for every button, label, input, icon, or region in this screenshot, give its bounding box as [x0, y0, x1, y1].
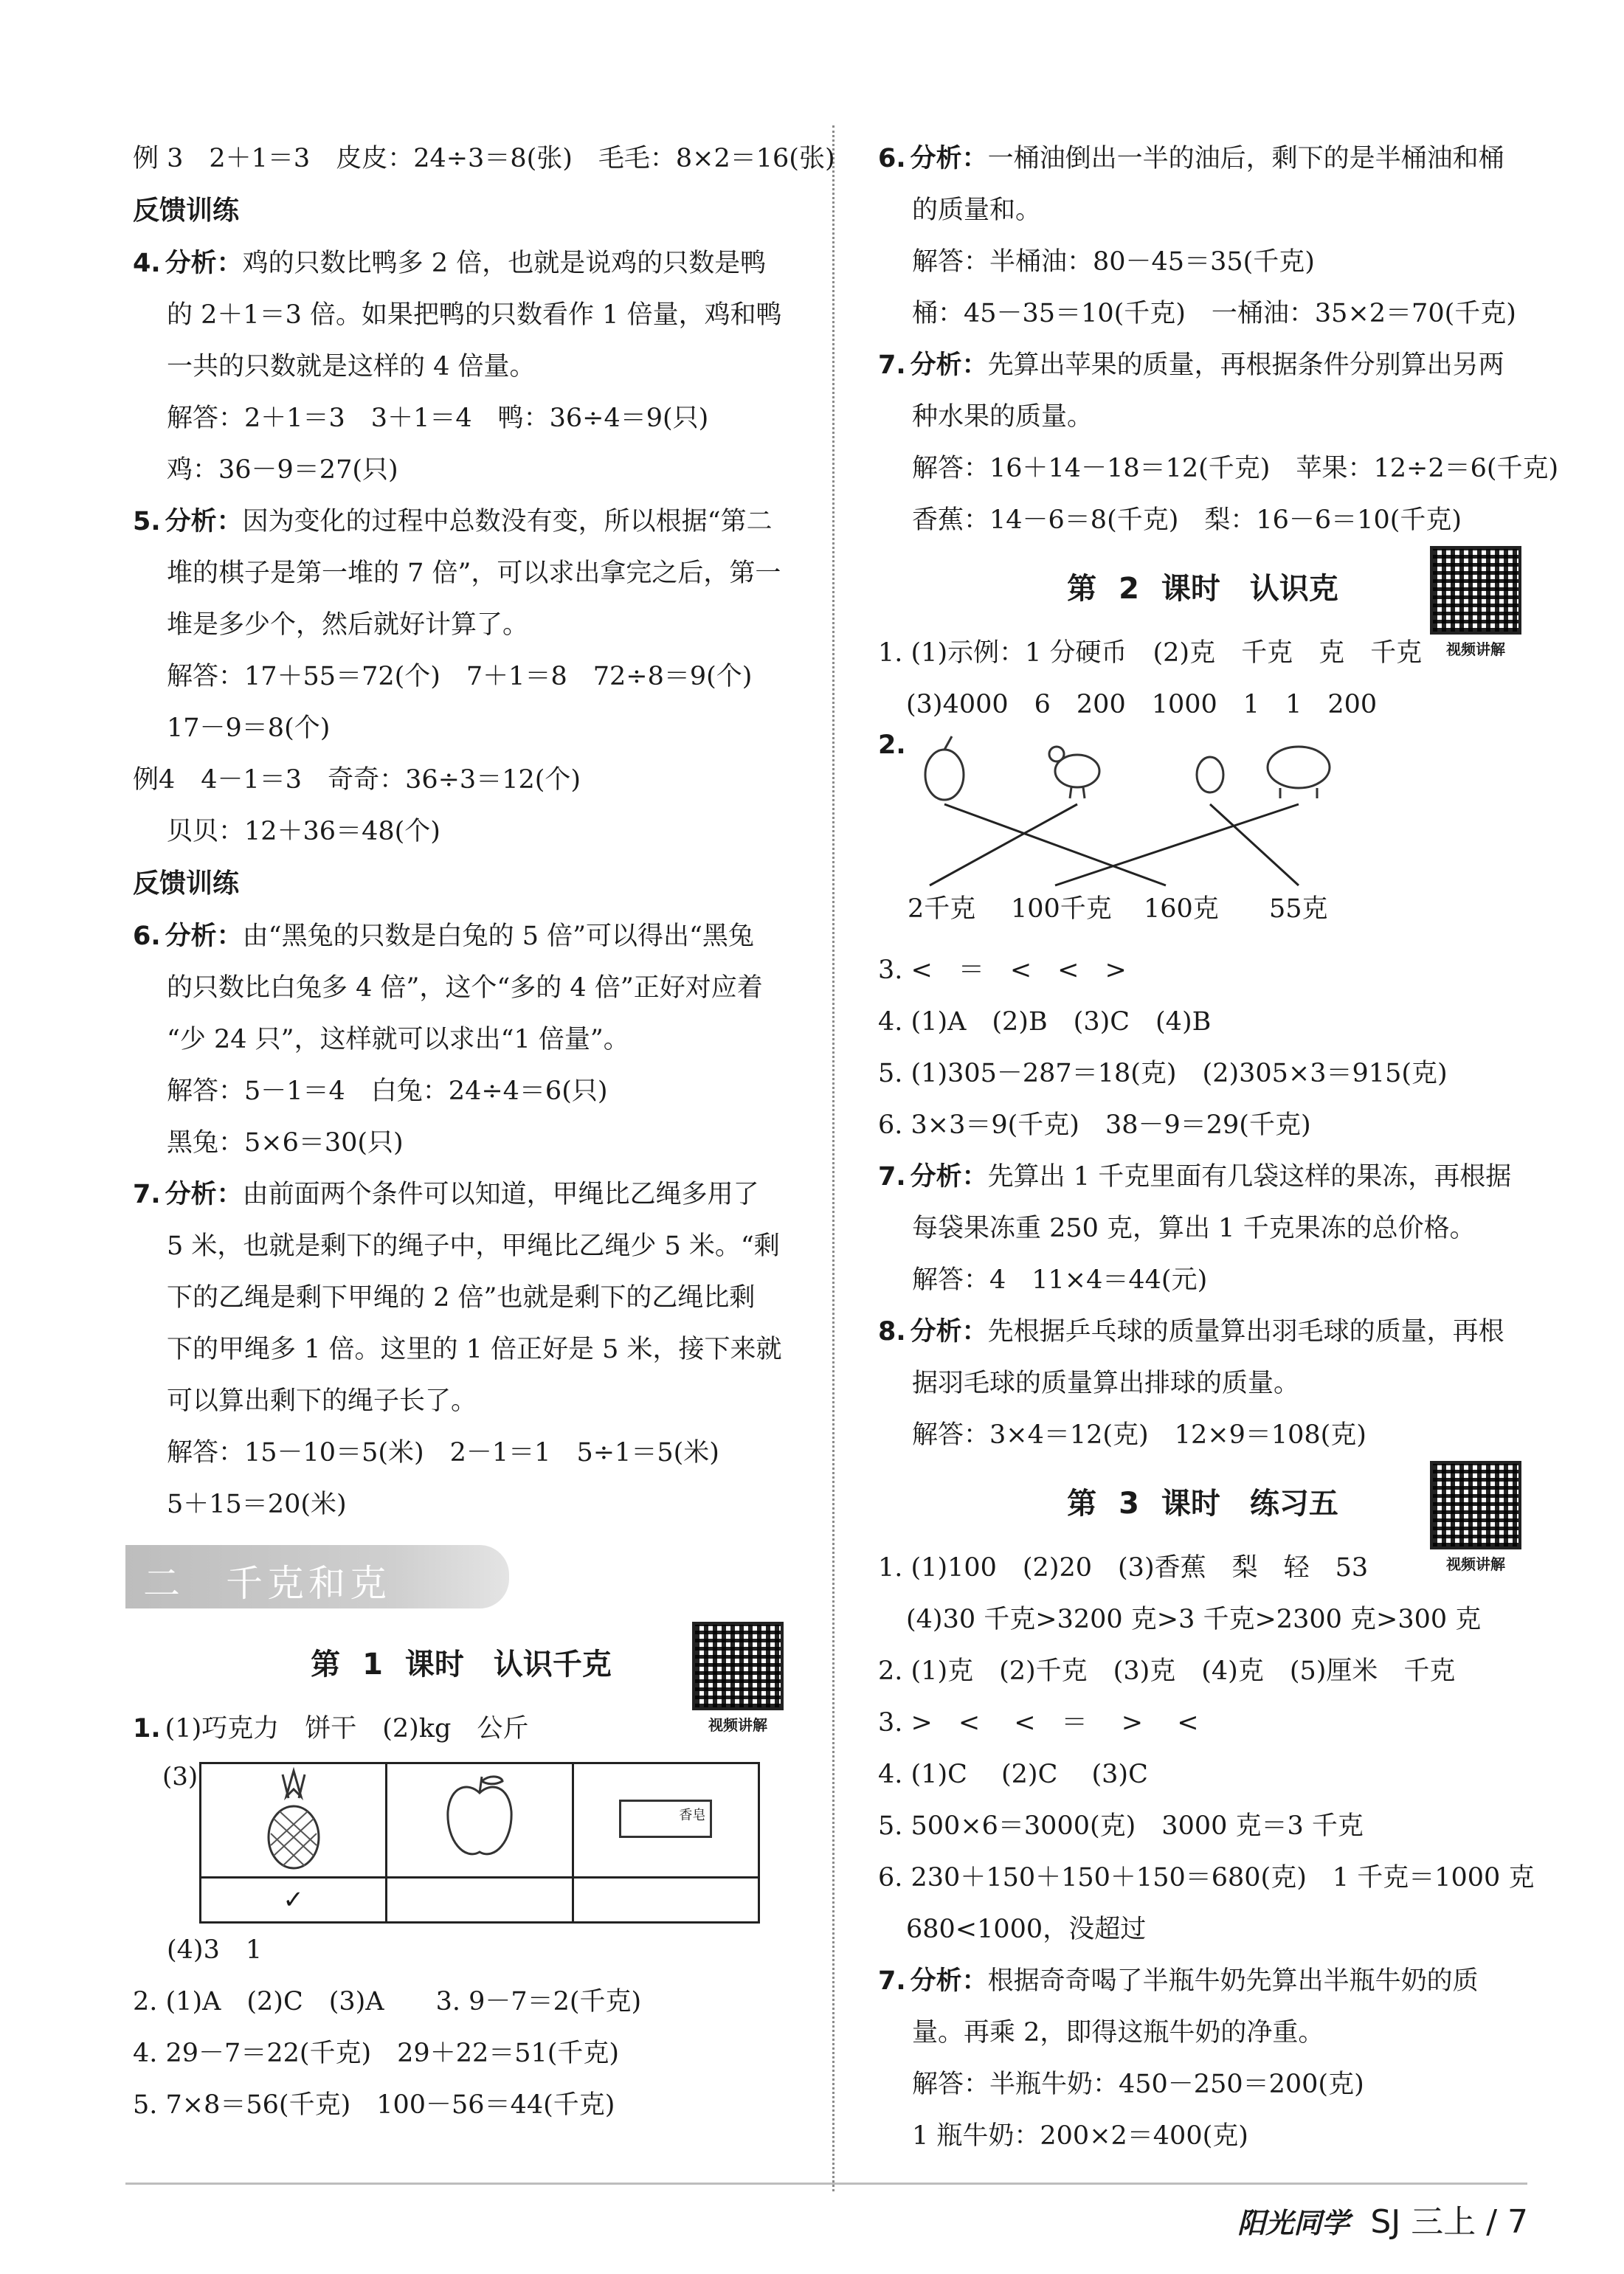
qr-code[interactable]: 视频讲解 — [1424, 1461, 1527, 1574]
lesson-1-header — [133, 1622, 789, 1734]
column-divider — [832, 125, 835, 2191]
footer-rule — [125, 2183, 1527, 2185]
pig-icon — [1268, 747, 1330, 798]
soap-icon: 香皂 — [619, 1800, 712, 1838]
apple-icon — [439, 1771, 520, 1867]
question-7-lesson3: 7. 分析：根据奇奇喝了半瓶牛奶先算出半瓶牛奶的质 量。再乘 2，即得这瓶牛奶的净重。 解答：半瓶牛奶：450－250＝200(克) 1 瓶牛奶：200×2＝400(克) — [878, 1966, 1479, 2151]
question-7-lesson2: 7. 分析：先算出 1 千克里面有几袋这样的果冻，再根据 每袋果冻重 250 克，算出 1 千克果冻的总价格。 解答：4 11×4＝44(元) — [878, 1162, 1512, 1295]
lesson-1-title: 第 1 课时 认识千克 — [311, 1648, 612, 1682]
apple-cell — [387, 1763, 573, 1878]
lesson-2-title: 第 2 课时 认识克 — [1067, 572, 1338, 606]
question-6-right: 6. 分析：一桶油倒出一半的油后，剩下的是半桶油和桶 的质量和。 解答：半桶油：80－45＝35(千克) 桶：45－35＝10(千克) 一桶油：35×2＝70(千克) — [878, 144, 1516, 328]
qr-code[interactable] — [686, 1622, 789, 1735]
qr-code-icon — [692, 1622, 784, 1710]
egg-icon — [1197, 757, 1223, 792]
qr-code-icon — [1430, 1461, 1521, 1549]
lesson-2-header — [878, 546, 1527, 658]
q-number: 4. — [133, 249, 161, 278]
example-4: 例4 4－1＝3 奇奇：36÷3＝12(个) 贝贝：12＋36＝48(个) — [133, 765, 581, 846]
page-footer — [1237, 2195, 1528, 2242]
page-label: SJ 三上 / 7 — [1370, 2203, 1528, 2241]
section-banner — [125, 1545, 509, 1608]
brand-logo: 阳光同学 — [1237, 2207, 1350, 2239]
weight-label: 55克 — [1269, 894, 1328, 924]
chicken-icon — [1049, 747, 1099, 798]
lesson-3-header — [878, 1461, 1527, 1573]
soap-cell — [573, 1763, 759, 1878]
feedback-title-2: 反馈训练 — [133, 868, 240, 899]
qr-code[interactable]: 视频讲解 — [1424, 546, 1527, 659]
lesson-3-title: 第 3 课时 练习五 — [1067, 1487, 1338, 1521]
feedback-title-1: 反馈训练 — [133, 196, 240, 226]
right-column: 6. 分析：一桶油倒出一半的油后，剩下的是半桶油和桶 的质量和。 解答：半桶油：80－45＝35(千克) 桶：45－35＝10(千克) 一桶油：35×2＝70(千克) 7. 分析：先算出苹果的质量，再根据条件分别算出另两 种水果的质量。 解答：16＋14－18＝12(千克) 苹果：12÷2＝6(千克) 香蕉：14－6＝8(千克) 梨：16－6＝10(千克) 第 2 课时 认识克 视频讲解 1. (1)示例：1 分硬币 (2)克 千克 克 千克 (3)4000 6 200 1000 1 1 200 2. 2千克 100千克 160克 55克 3. < ＝ < < > 4. (1)A (2)B (3)C (4)B 5. (1)305－287＝18(克) (2)305×3＝915(克) 6. 3×3＝9(千克) 38－9＝29(千克) 7. 分析：先算出 1 千克里面有几袋这样的果冻，再根据 每袋果冻重 250 克，算出 1 千克果冻的总价格。 解答：4 11×4＝44(元) 8. 分析：先根据乒乓球的质量算出羽毛球的质量，再根 据羽毛球的质量算出排球的质量。 解答：3×4＝12(克) 12×9＝108(克) 第 3 课时 练习五 视频讲解 1. (1)100 (2)20 (3)香蕉 梨 轻 53 (4)30 千克>3200 克>3 千克>2300 克>300 克 2. (1)克 (2)千克 (3)克 (4)克 (5)厘米 千克 3. > < < ＝ > < 4. (1)C (2)C (3)C 5. 500×6＝3000(克) 3000 克＝3 千克 6. 230＋150＋150＋150＝680(克) 1 千克＝1000 克 680<1000，没超过 7. 分析：根据奇奇喝了半瓶牛奶先算出半瓶牛奶的质 量。再乘 2，即得这瓶牛奶的净重。 解答：半瓶牛奶：450－250＝200(克) 1 瓶牛奶：200×2＝400(克) — [878, 133, 1527, 2162]
weight-label: 160克 — [1144, 894, 1219, 924]
section-title: 二 千克和克 — [143, 1562, 391, 1605]
check-mark: ✓ — [201, 1878, 387, 1923]
example-3: 例 3 2＋1＝3 皮皮：24÷3＝8(张) 毛毛：8×2＝16(张) — [133, 144, 835, 173]
pear-icon — [925, 736, 964, 800]
weight-choice-table: (3) 香皂 ✓ — [133, 1755, 789, 1924]
weight-label: 2千克 — [908, 894, 976, 924]
weight-label: 100千克 — [1011, 894, 1112, 924]
question-7: 7. 分析：由前面两个条件可以知道，甲绳比乙绳多用了 5 米，也就是剩下的绳子中，甲绳比乙绳少 5 米。“剩 下的乙绳是剩下甲绳的 2 倍”也就是剩下的乙绳比剩 下的甲绳多 1 倍。这里的 1 倍正好是 5 米，接下来就 可以算出剩下的绳子长了。 解答：15－10＝5(米) 2－1＝1 5÷1＝5(米) 5＋15＝20(米) — [133, 1180, 782, 1519]
match-line — [1210, 804, 1299, 885]
match-line — [1055, 804, 1299, 885]
left-column: 例 3 2＋1＝3 皮皮：24÷3＝8(张) 毛毛：8×2＝16(张) 反馈训练 4. 分析：鸡的只数比鸭多 2 倍，也就是说鸡的只数是鸭 的 2＋1＝3 倍。如果把鸭的只数看作 1 倍量，鸡和鸭 一共的只数就是这样的 4 倍量。 解答：2＋1＝3 3＋1＝4 鸭：36÷4＝9(只) 鸡：36－9＝27(只) 5. 分析：因为变化的过程中总数没有变，所以根据“第二 堆的棋子是第一堆的 7 倍”，可以求出拿完之后，第一 堆是多少个，然后就好计算了。 解答：17＋55＝72(个) 7＋1＝8 72÷8＝9(个) 17－9＝8(个) 例4 4－1＝3 奇奇：36÷3＝12(个) 贝贝：12＋36＝48(个) 反馈训练 6. 分析：由“黑兔的只数是白兔的 5 倍”可以得出“黑兔 的只数比白兔多 4 倍”，这个“多的 4 倍”正好对应着 “少 24 只”，这样就可以求出“1 倍量”。 解答：5－1＝4 白兔：24÷4＝6(只) 黑兔：5×6＝30(只) 7. 分析：由前面两个条件可以知道，甲绳比乙绳多用了 5 米，也就是剩下的绳子中，甲绳比乙绳少 5 米。“剩 下的乙绳是剩下甲绳的 2 倍”也就是剩下的乙绳比剩 下的甲绳多 1 倍。这里的 1 倍正好是 5 米，接下来就 可以算出剩下的绳子长了。 解答：15－10＝5(米) 2－1＝1 5÷1＝5(米) 5＋15＝20(米) 二 千克和克 第 1 课时 认识千克 视频讲解 1. (1)巧克力 饼干 (2)kg 公斤 (3) 香皂 ✓ (4)3 1 2. (1)A (2)C (3)A 3. 9－7＝2(千克) 4. 29－7＝22(千克) 29＋22＝51(千克) 5. 7×8＝56(千克) 100－56＝44(千克) — [133, 133, 789, 2131]
pineapple-cell — [201, 1763, 387, 1878]
question-4: 4. 分析：鸡的只数比鸭多 2 倍，也就是说鸡的只数是鸭 的 2＋1＝3 倍。如果把鸭的只数看作 1 倍量，鸡和鸭 一共的只数就是这样的 4 倍量。 解答：2＋1＝3 3＋1＝4 鸭：36÷4＝9(只) 鸡：36－9＝27(只) — [133, 249, 782, 485]
question-6: 6. 分析：由“黑兔的只数是白兔的 5 倍”可以得出“黑兔 的只数比白兔多 4 倍”，这个“多的 4 倍”正好对应着 “少 24 只”，这样就可以求出“1 倍量”。 解答：5－1＝4 白兔：24÷4＝6(只) 黑兔：5×6＝30(只) — [133, 922, 763, 1158]
pineapple-icon — [253, 1767, 334, 1870]
qr-caption: 视频讲解 — [708, 1716, 767, 1734]
qr-code-icon — [1430, 546, 1521, 635]
matching-figure: 2. 2千克 100千克 160克 55克 — [900, 730, 1527, 944]
question-5: 5. 分析：因为变化的过程中总数没有变，所以根据“第二 堆的棋子是第一堆的 7 倍”，可以求出拿完之后，第一 堆是多少个，然后就好计算了。 解答：17＋55＝72(个) 7＋1＝8 72÷8＝9(个) 17－9＝8(个) — [133, 507, 781, 743]
question-8-lesson2: 8. 分析：先根据乒乓球的质量算出羽毛球的质量，再根 据羽毛球的质量算出排球的质量。 解答：3×4＝12(克) 12×9＝108(克) — [878, 1317, 1504, 1450]
question-7-right: 7. 分析：先算出苹果的质量，再根据条件分别算出另两 种水果的质量。 解答：16＋14－18＝12(千克) 苹果：12÷2＝6(千克) 香蕉：14－6＝8(千克) 梨：16－6＝10(千克) — [878, 350, 1559, 535]
